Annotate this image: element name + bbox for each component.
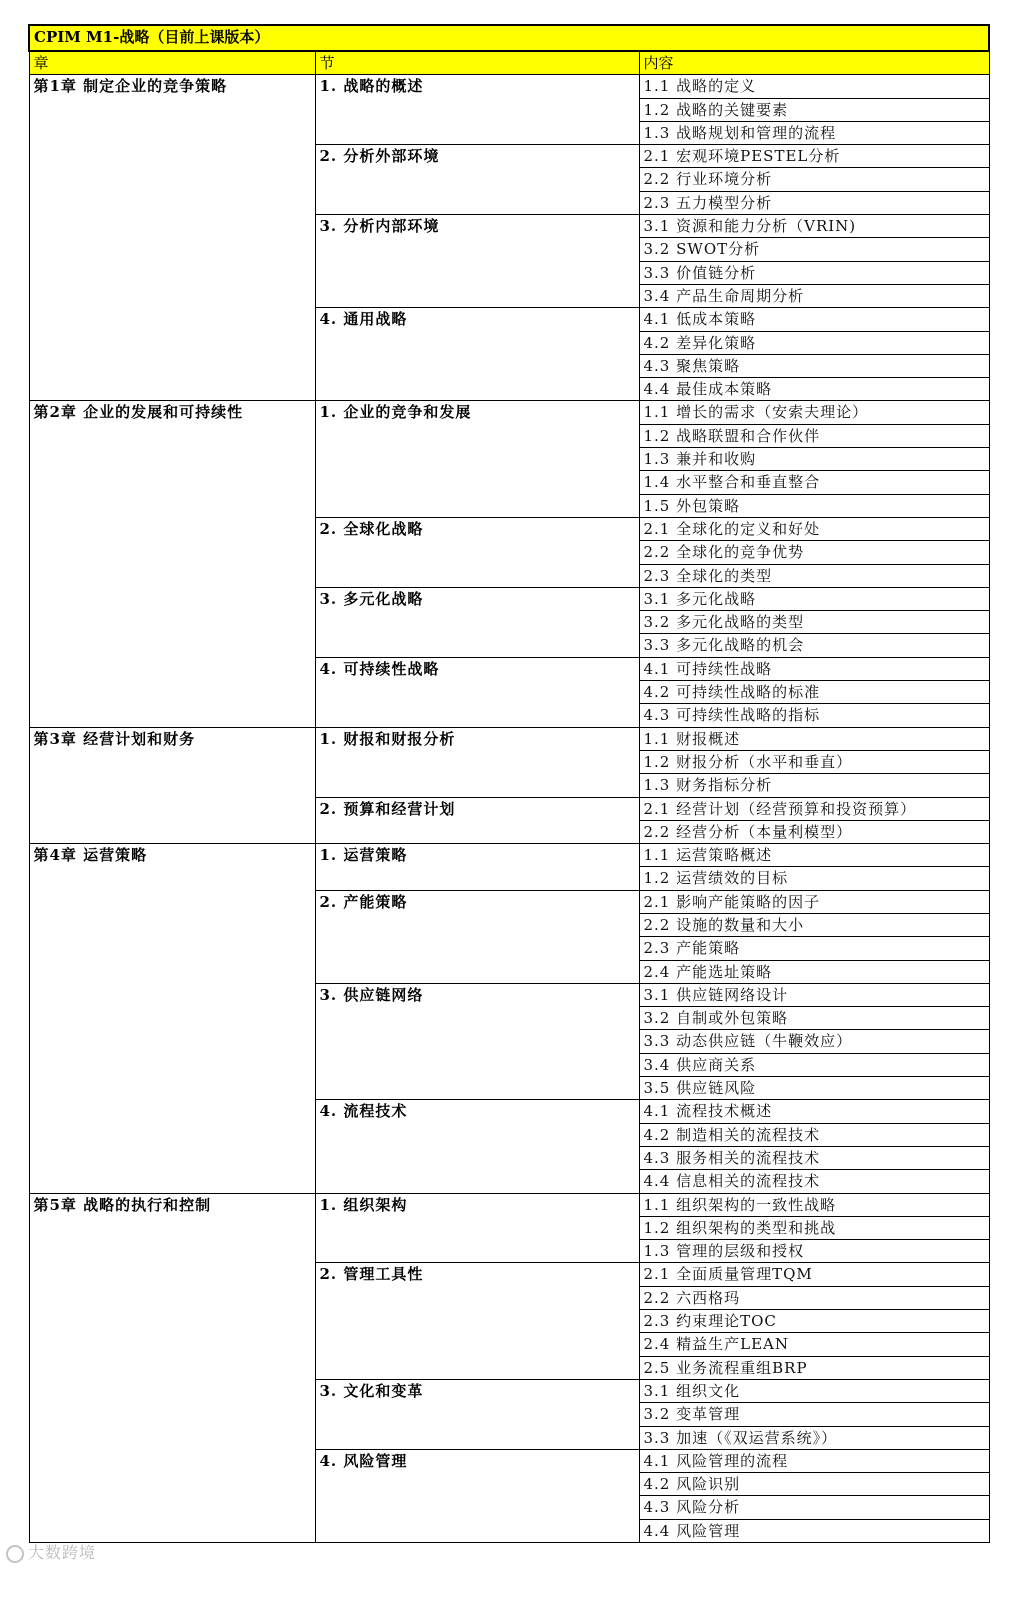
- content-cell: 4.1 低成本策略: [639, 308, 989, 331]
- content-cell: 1.3 管理的层级和授权: [639, 1240, 989, 1263]
- section-cell: 4. 风险管理: [315, 1449, 639, 1542]
- content-cell: 4.1 风险管理的流程: [639, 1449, 989, 1472]
- section-cell: 2. 全球化战略: [315, 517, 639, 587]
- section-cell: 2. 分析外部环境: [315, 145, 639, 215]
- content-cell: 2.1 影响产能策略的因子: [639, 890, 989, 913]
- content-cell: 1.1 组织架构的一致性战略: [639, 1193, 989, 1216]
- content-cell: 3.5 供应链风险: [639, 1077, 989, 1100]
- content-cell: 2.3 五力模型分析: [639, 191, 989, 214]
- content-cell: 3.1 组织文化: [639, 1379, 989, 1402]
- section-cell: 4. 通用战略: [315, 308, 639, 401]
- content-cell: 3.2 变革管理: [639, 1403, 989, 1426]
- section-cell: 3. 分析内部环境: [315, 215, 639, 308]
- header-chapter: 章: [29, 51, 315, 75]
- content-cell: 3.2 SWOT分析: [639, 238, 989, 261]
- section-cell: 2. 管理工具性: [315, 1263, 639, 1379]
- content-cell: 3.3 多元化战略的机会: [639, 634, 989, 657]
- content-cell: 2.4 产能选址策略: [639, 960, 989, 983]
- section-cell: 4. 可持续性战略: [315, 657, 639, 727]
- content-cell: 1.4 水平整合和垂直整合: [639, 471, 989, 494]
- content-cell: 4.3 可持续性战略的指标: [639, 704, 989, 727]
- chapter-cell: 第2章 企业的发展和可持续性: [29, 401, 315, 727]
- content-cell: 1.2 战略联盟和合作伙伴: [639, 424, 989, 447]
- content-cell: 1.1 增长的需求（安索夫理论）: [639, 401, 989, 424]
- section-cell: 3. 供应链网络: [315, 983, 639, 1099]
- content-cell: 1.1 财报概述: [639, 727, 989, 750]
- section-cell: 3. 文化和变革: [315, 1379, 639, 1449]
- content-cell: 1.2 运营绩效的目标: [639, 867, 989, 890]
- content-cell: 1.1 运营策略概述: [639, 844, 989, 867]
- table-row: [29, 401, 989, 424]
- section-cell: 1. 组织架构: [315, 1193, 639, 1263]
- table-row: [29, 75, 989, 98]
- content-cell: 2.1 全面质量管理TQM: [639, 1263, 989, 1286]
- content-cell: 2.1 全球化的定义和好处: [639, 517, 989, 540]
- content-cell: 3.1 供应链网络设计: [639, 983, 989, 1006]
- content-cell: 1.3 兼并和收购: [639, 448, 989, 471]
- table-row: [29, 727, 989, 750]
- watermark: [6, 1540, 96, 1563]
- chapter-cell: 第1章 制定企业的竞争策略: [29, 75, 315, 401]
- header-section: 节: [315, 51, 639, 75]
- content-cell: 2.2 行业环境分析: [639, 168, 989, 191]
- content-cell: 2.2 全球化的竞争优势: [639, 541, 989, 564]
- content-cell: 3.2 多元化战略的类型: [639, 611, 989, 634]
- content-cell: 2.2 经营分析（本量利模型）: [639, 820, 989, 843]
- content-cell: 2.1 宏观环境PESTEL分析: [639, 145, 989, 168]
- content-cell: 2.3 产能策略: [639, 937, 989, 960]
- title-row: [29, 25, 989, 51]
- table-row: [29, 844, 989, 867]
- table-row: [29, 1193, 989, 1216]
- content-cell: 2.3 约束理论TOC: [639, 1310, 989, 1333]
- content-cell: 4.1 可持续性战略: [639, 657, 989, 680]
- section-cell: 4. 流程技术: [315, 1100, 639, 1193]
- content-cell: 3.1 多元化战略: [639, 587, 989, 610]
- header-row: [29, 51, 989, 75]
- content-cell: 1.2 战略的关键要素: [639, 98, 989, 121]
- content-cell: 4.3 风险分析: [639, 1496, 989, 1519]
- section-cell: 1. 运营策略: [315, 844, 639, 891]
- section-cell: 2. 产能策略: [315, 890, 639, 983]
- content-cell: 4.2 制造相关的流程技术: [639, 1123, 989, 1146]
- content-cell: 1.1 战略的定义: [639, 75, 989, 98]
- table-title: CPIM M1-战略（目前上课版本）: [29, 25, 989, 51]
- watermark-logo-icon: [6, 1545, 24, 1563]
- content-cell: 3.1 资源和能力分析（VRIN): [639, 215, 989, 238]
- content-cell: 2.3 全球化的类型: [639, 564, 989, 587]
- content-cell: 1.2 财报分析（水平和垂直）: [639, 750, 989, 773]
- content-cell: 4.4 最佳成本策略: [639, 378, 989, 401]
- content-cell: 4.4 信息相关的流程技术: [639, 1170, 989, 1193]
- chapter-cell: 第5章 战略的执行和控制: [29, 1193, 315, 1542]
- watermark-text: 大数跨境: [28, 1543, 97, 1562]
- content-cell: 2.5 业务流程重组BRP: [639, 1356, 989, 1379]
- content-cell: 4.1 流程技术概述: [639, 1100, 989, 1123]
- content-cell: 4.4 风险管理: [639, 1519, 989, 1542]
- content-cell: 3.4 产品生命周期分析: [639, 284, 989, 307]
- content-cell: 4.2 风险识别: [639, 1473, 989, 1496]
- content-cell: 1.3 战略规划和管理的流程: [639, 121, 989, 144]
- content-cell: 1.2 组织架构的类型和挑战: [639, 1216, 989, 1239]
- content-cell: 2.2 六西格玛: [639, 1286, 989, 1309]
- content-cell: 2.1 经营计划（经营预算和投资预算）: [639, 797, 989, 820]
- content-cell: 3.4 供应商关系: [639, 1053, 989, 1076]
- chapter-cell: 第3章 经营计划和财务: [29, 727, 315, 843]
- content-cell: 3.3 加速（《双运营系统》）: [639, 1426, 989, 1449]
- section-cell: 1. 财报和财报分析: [315, 727, 639, 797]
- content-cell: 4.2 可持续性战略的标准: [639, 681, 989, 704]
- content-cell: 3.2 自制或外包策略: [639, 1007, 989, 1030]
- content-cell: 2.4 精益生产LEAN: [639, 1333, 989, 1356]
- content-cell: 3.3 动态供应链（牛鞭效应）: [639, 1030, 989, 1053]
- header-content: 内容: [639, 51, 989, 75]
- chapter-cell: 第4章 运营策略: [29, 844, 315, 1193]
- content-cell: 3.3 价值链分析: [639, 261, 989, 284]
- content-cell: 2.2 设施的数量和大小: [639, 913, 989, 936]
- content-cell: 1.5 外包策略: [639, 494, 989, 517]
- section-cell: 2. 预算和经营计划: [315, 797, 639, 844]
- section-cell: 3. 多元化战略: [315, 587, 639, 657]
- section-cell: 1. 战略的概述: [315, 75, 639, 145]
- content-cell: 4.2 差异化策略: [639, 331, 989, 354]
- content-cell: 1.3 财务指标分析: [639, 774, 989, 797]
- content-cell: 4.3 聚焦策略: [639, 354, 989, 377]
- section-cell: 1. 企业的竞争和发展: [315, 401, 639, 517]
- content-cell: 4.3 服务相关的流程技术: [639, 1146, 989, 1169]
- syllabus-table: [28, 24, 990, 1543]
